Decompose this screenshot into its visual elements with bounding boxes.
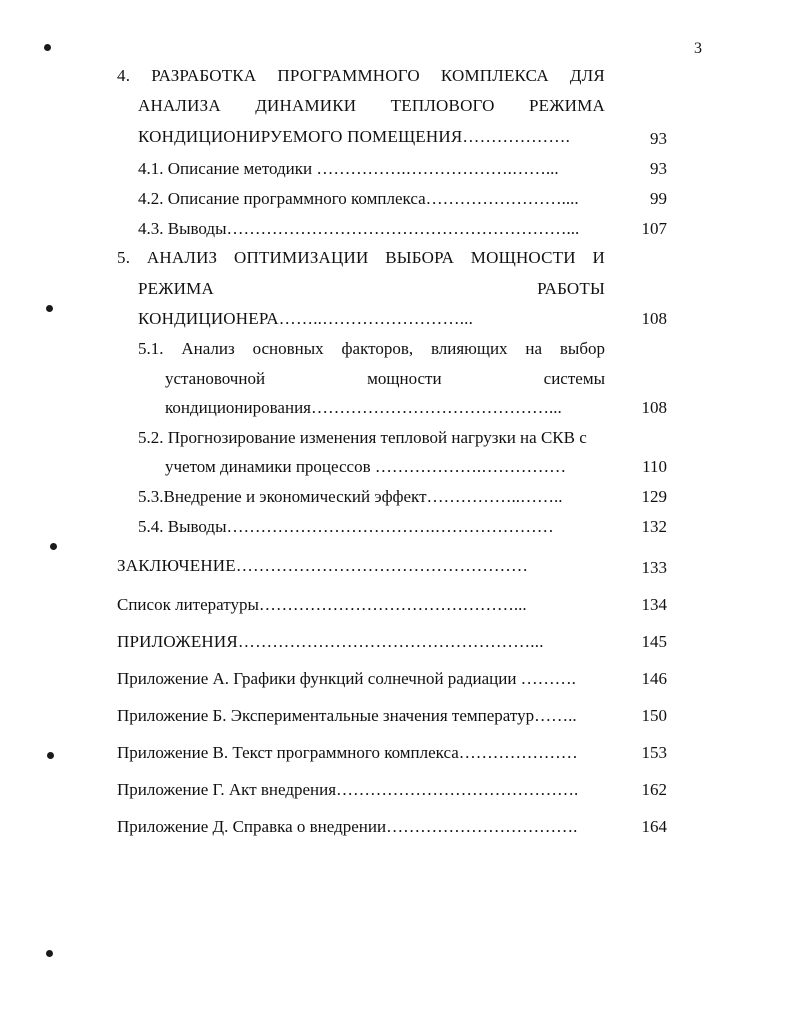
scan-mark — [46, 305, 53, 312]
toc-page-number: 93 — [650, 159, 667, 178]
toc-word: РЕЖИМА — [138, 279, 214, 298]
toc-literature: Список литературы………………………………………... — [117, 595, 527, 614]
toc-word: КОМПЛЕКСА — [440, 66, 549, 85]
toc-section-5-1-line2 — [165, 368, 605, 390]
toc-word: установочной — [165, 369, 266, 388]
scan-mark — [50, 543, 57, 550]
toc-page-number: 146 — [641, 669, 667, 688]
toc-word: ТЕПЛОВОГО — [390, 96, 495, 115]
toc-appendix-a: Приложение А. Графики функций солнечной радиации ………. — [117, 669, 576, 688]
toc-section-5-1-line1 — [138, 338, 605, 360]
toc-section-4-1: 4.1. Описание методики …………….……………….……... — [138, 159, 559, 178]
toc-word: системы — [543, 369, 605, 388]
toc-ch5-line3: КОНДИЦИОНЕРА……..……………………... — [138, 309, 474, 328]
toc-conclusion: ЗАКЛЮЧЕНИЕ…………………………………………… — [117, 556, 529, 575]
toc-word: основных — [252, 339, 324, 358]
toc-section-4-3: 4.3. Выводы……………………………………………………... — [138, 219, 580, 238]
toc-ch5-line1 — [117, 247, 605, 269]
toc-appendix-g: Приложение Г. Акт внедрения……………………………………. — [117, 780, 579, 799]
toc-page-number: 145 — [641, 632, 667, 651]
toc-section-5-4: 5.4. Выводы……………………………….………………… — [138, 517, 554, 536]
toc-word: влияющих — [430, 339, 508, 358]
toc-page-number: 129 — [641, 487, 667, 506]
toc-ch4-line3: КОНДИЦИОНИРУЕМОГО ПОМЕЩЕНИЯ………………. — [138, 127, 571, 146]
toc-page-number: 150 — [641, 706, 667, 725]
toc-word: И — [592, 248, 605, 267]
toc-appendix-v: Приложение В. Текст программного комплекса………………… — [117, 743, 578, 762]
toc-word: АНАЛИЗА — [138, 96, 221, 115]
toc-word: на — [525, 339, 543, 358]
page-number: 3 — [694, 40, 702, 57]
toc-word: выбор — [559, 339, 605, 358]
toc-page-number: 134 — [641, 595, 667, 614]
toc-word: 5.1. — [138, 339, 164, 358]
toc-word: ДЛЯ — [569, 66, 605, 85]
toc-page-number: 110 — [642, 457, 667, 476]
scan-mark — [47, 752, 54, 759]
scan-mark — [44, 44, 51, 51]
toc-section-5-1-line3: кондиционирования……………………………………... — [165, 398, 562, 417]
toc-page-number: 93 — [650, 129, 667, 148]
toc-page-number: 99 — [650, 189, 667, 208]
toc-section-4-2: 4.2. Описание программного комплекса…………………….... — [138, 189, 579, 208]
toc-word: ОПТИМИЗАЦИИ — [234, 248, 369, 267]
toc-appendices: ПРИЛОЖЕНИЯ……………………………………………... — [117, 632, 544, 651]
toc-page-number: 162 — [641, 780, 667, 799]
toc-ch5-line2 — [138, 278, 605, 300]
toc-word: ПРОГРАММНОГО — [277, 66, 420, 85]
toc-page-number: 108 — [641, 309, 667, 328]
toc-word: МОЩНОСТИ — [470, 248, 576, 267]
toc-word: ВЫБОРА — [385, 248, 455, 267]
scan-mark — [46, 950, 53, 957]
toc-section-5-2-line1: 5.2. Прогнозирование изменения тепловой нагрузки на СКВ с — [138, 428, 587, 447]
toc-word: 4. — [117, 66, 131, 85]
toc-section-5-2-line2: учетом динамики процессов ……………….…………… — [165, 457, 567, 476]
toc-word: АНАЛИЗ — [146, 248, 218, 267]
toc-page-number: 164 — [641, 817, 667, 836]
toc-section-5-3: 5.3.Внедрение и экономический эффект……………..…….. — [138, 487, 563, 506]
toc-word: мощности — [367, 369, 442, 388]
toc-page-number: 153 — [641, 743, 667, 762]
toc-word: РАЗРАБОТКА — [151, 66, 257, 85]
toc-page-number: 108 — [641, 398, 667, 417]
toc-ch4-line2 — [138, 95, 605, 117]
toc-word: факторов, — [341, 339, 414, 358]
toc-word: РЕЖИМА — [529, 96, 605, 115]
toc-word: 5. — [117, 248, 131, 267]
toc-page-number: 132 — [641, 517, 667, 536]
toc-word: Анализ — [181, 339, 235, 358]
toc-appendix-d: Приложение Д. Справка о внедрении……………………………. — [117, 817, 578, 836]
toc-page-number: 133 — [641, 558, 667, 577]
toc-page-number: 107 — [641, 219, 667, 238]
toc-word: ДИНАМИКИ — [255, 96, 357, 115]
toc-word: РАБОТЫ — [537, 279, 605, 298]
toc-appendix-b: Приложение Б. Экспериментальные значения температур…….. — [117, 706, 577, 725]
toc-ch4-line1 — [117, 65, 605, 87]
